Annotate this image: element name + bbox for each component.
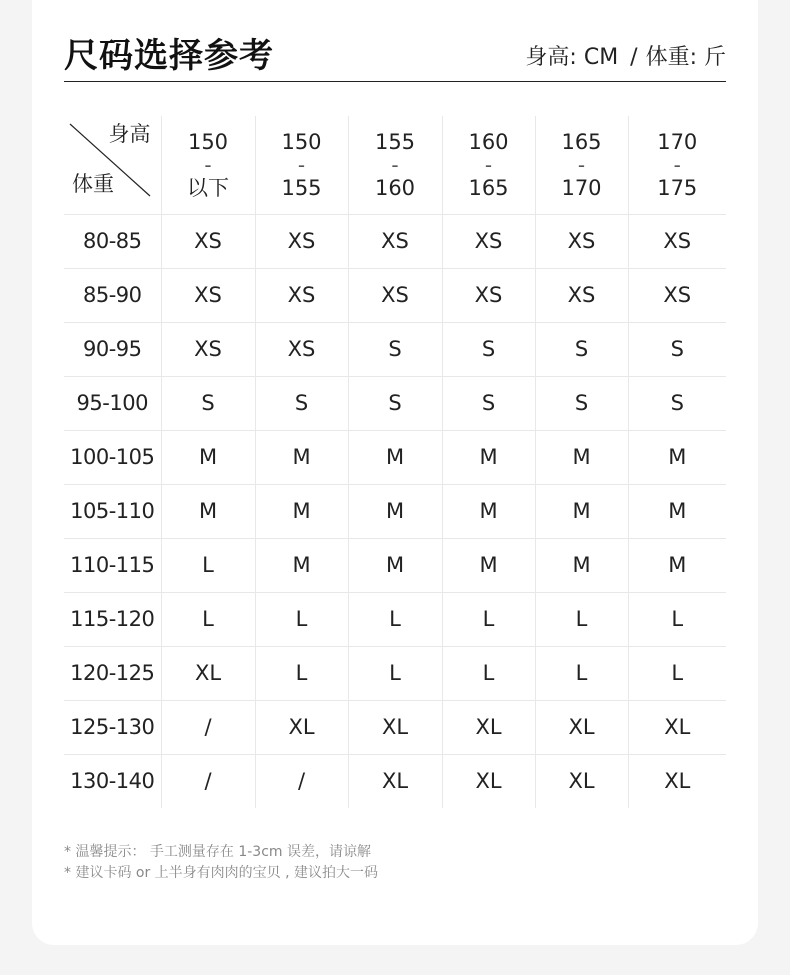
table-row (64, 214, 726, 268)
size-cell: / (255, 754, 348, 808)
size-cell: M (628, 484, 726, 538)
chart-header (64, 26, 726, 82)
height-range-from: 160 (468, 129, 509, 154)
height-range-to: 175 (657, 175, 698, 200)
weight-range-cell: 120-125 (64, 646, 161, 700)
table-row (64, 646, 726, 700)
height-range-dash: - (204, 152, 212, 177)
table-row (64, 700, 726, 754)
size-cell: M (442, 484, 535, 538)
size-cell: S (348, 322, 442, 376)
size-cell: XL (255, 700, 348, 754)
height-range-from: 150 (281, 129, 322, 154)
size-cell: XL (628, 700, 726, 754)
footnote-size-advice: * 建议卡码 or 上半身有肉肉的宝贝 , 建议拍大一码 (64, 865, 379, 881)
table-body (64, 214, 726, 808)
size-cell: S (348, 376, 442, 430)
size-cell: XL (348, 700, 442, 754)
height-range-to: 160 (374, 175, 416, 200)
unit-separator: / (630, 45, 638, 70)
size-cell: S (442, 376, 535, 430)
size-cell: M (628, 430, 726, 484)
weight-range-cell: 130-140 (70, 769, 155, 794)
size-cell: XL (442, 754, 535, 808)
height-range-from: 150 (187, 129, 229, 154)
height-header-1 (255, 116, 348, 214)
height-range-from: 170 (657, 129, 698, 154)
size-cell: L (628, 592, 726, 646)
size-cell: M (535, 430, 628, 484)
size-cell: XL (535, 754, 628, 808)
height-header-2 (348, 116, 442, 214)
size-cell: L (535, 592, 628, 646)
size-cell: S (161, 376, 255, 430)
height-range-from: 165 (561, 129, 602, 154)
height-range (256, 130, 348, 200)
size-cell: XL (628, 754, 726, 808)
height-unit-label: 身高: CM (525, 45, 619, 70)
size-cell: XS (442, 268, 535, 322)
size-cell: XS (348, 214, 442, 268)
weight-range-cell: 110-115 (64, 538, 161, 592)
weight-range-cell: 95-100 (64, 376, 161, 430)
size-cell: XS (161, 268, 255, 322)
size-cell: XS (535, 268, 628, 322)
size-cell: M (255, 538, 348, 592)
size-cell: XL (348, 754, 442, 808)
size-cell: M (255, 430, 348, 484)
height-range-to: 170 (561, 175, 602, 200)
height-range (443, 130, 535, 200)
weight-range-cell: 90-95 (64, 322, 161, 376)
weight-range-cell: 125-130 (64, 700, 161, 754)
size-cell: L (348, 646, 442, 700)
size-cell: L (255, 592, 348, 646)
page-title: 尺码选择参考 (64, 36, 274, 76)
size-cell: XS (628, 268, 726, 322)
corner-cell (64, 116, 161, 214)
weight-unit-label: 体重: 斤 (645, 45, 726, 70)
size-cell: XL (161, 646, 255, 700)
unit-note (525, 40, 726, 71)
size-cell: XS (255, 214, 348, 268)
height-range-to: 165 (468, 175, 509, 200)
height-range-dash: - (673, 152, 681, 177)
weight-range-cell: 80-85 (64, 214, 161, 268)
size-cell: M (535, 538, 628, 592)
height-header-4 (535, 116, 628, 214)
size-cell: M (442, 538, 535, 592)
size-cell: XL (442, 700, 535, 754)
size-cell: S (255, 376, 348, 430)
footnote-measurement: * 温馨提示： 手工测量存在 1-3cm 误差，请谅解 (64, 844, 372, 860)
size-cell: M (348, 430, 442, 484)
table-row (64, 322, 726, 376)
size-cell: XL (535, 700, 628, 754)
height-range-dash: - (484, 152, 493, 177)
size-cell: L (442, 592, 535, 646)
size-cell: L (161, 592, 255, 646)
height-header-0 (161, 116, 255, 214)
height-range-to: 以下 (187, 175, 229, 200)
size-cell: M (161, 484, 255, 538)
size-cell: XS (161, 322, 255, 376)
table-row (64, 538, 726, 592)
height-header-3 (442, 116, 535, 214)
size-cell: M (535, 484, 628, 538)
weight-range-cell: 85-90 (64, 268, 161, 322)
size-cell: M (348, 484, 442, 538)
size-cell: XS (628, 214, 726, 268)
size-cell: L (628, 646, 726, 700)
size-cell: M (348, 538, 442, 592)
table-row (64, 376, 726, 430)
size-cell: / (161, 700, 255, 754)
height-range-dash: - (577, 152, 586, 177)
size-cell: S (535, 376, 628, 430)
size-cell: L (348, 592, 442, 646)
size-cell: M (255, 484, 348, 538)
corner-weight-label: 体重 (72, 171, 114, 196)
size-cell: M (161, 430, 255, 484)
height-range (349, 130, 442, 200)
table-row (64, 592, 726, 646)
table-header-row (64, 116, 726, 214)
height-range-to: 155 (281, 175, 322, 200)
weight-range-cell: 100-105 (64, 430, 161, 484)
table-row (64, 430, 726, 484)
height-range (162, 130, 255, 200)
size-cell: M (628, 538, 726, 592)
size-cell: S (628, 322, 726, 376)
size-cell: L (535, 646, 628, 700)
table-row (64, 484, 726, 538)
corner-height-label: 身高 (108, 122, 151, 146)
size-cell: XS (255, 268, 348, 322)
size-cell: L (161, 538, 255, 592)
height-header-5 (628, 116, 726, 214)
size-cell: / (161, 754, 255, 808)
size-cell: S (628, 376, 726, 430)
size-cell: XS (255, 322, 348, 376)
height-range-from: 155 (374, 129, 416, 154)
size-cell: L (442, 646, 535, 700)
height-range-dash: - (391, 152, 399, 177)
size-cell: XS (161, 214, 255, 268)
table-row (64, 754, 726, 808)
table-row (64, 268, 726, 322)
size-cell: S (535, 322, 628, 376)
height-range (536, 130, 628, 200)
size-cell: L (255, 646, 348, 700)
height-range (629, 130, 727, 200)
weight-range-cell: 105-110 (64, 484, 161, 538)
size-table (64, 116, 726, 808)
size-cell: M (442, 430, 535, 484)
size-cell: S (442, 322, 535, 376)
size-cell: XS (442, 214, 535, 268)
size-cell: XS (535, 214, 628, 268)
height-range-dash: - (297, 152, 306, 177)
size-cell: XS (348, 268, 442, 322)
weight-range-cell: 115-120 (64, 592, 161, 646)
footnotes (64, 842, 378, 884)
